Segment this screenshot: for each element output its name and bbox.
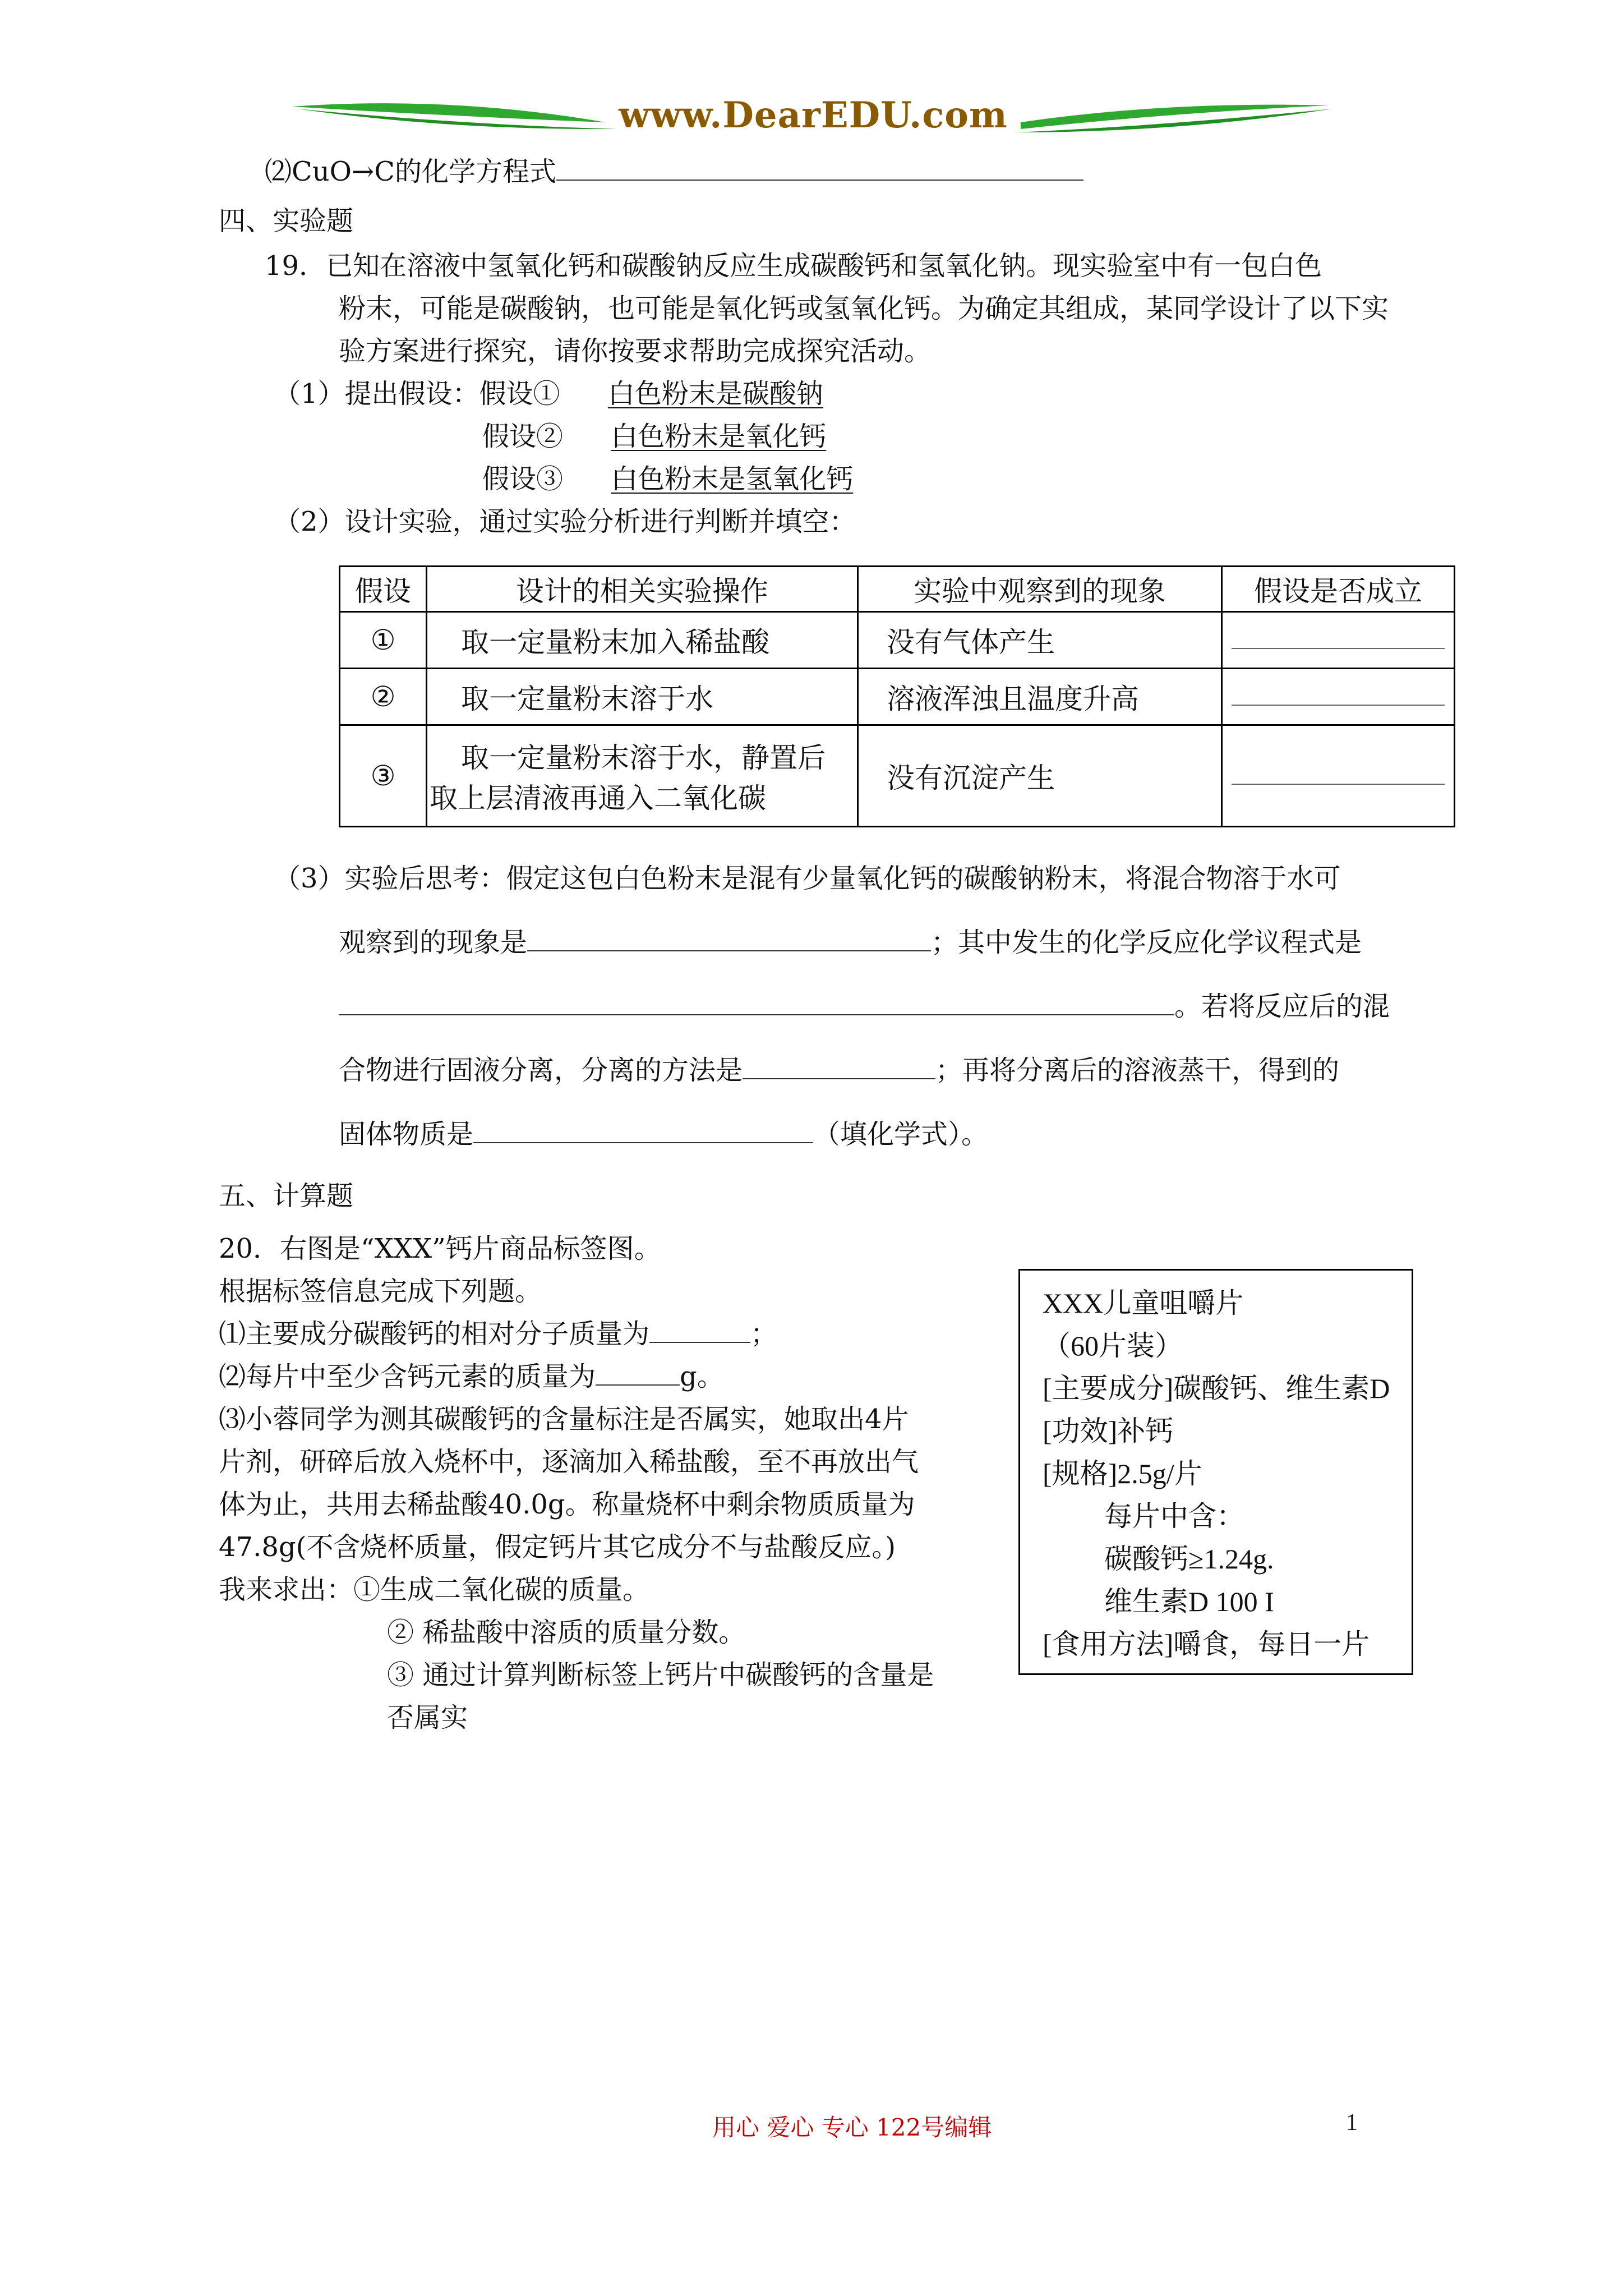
think-text: 。若将反应后的混 (1174, 991, 1390, 1022)
row-id: ① (340, 612, 427, 669)
experiment-table (339, 565, 1455, 827)
q19-intro-line: 验方案进行探究，请你按要求帮助完成探究活动。 (339, 335, 932, 367)
q19-intro-line: 19．已知在溶液中氢氧化钙和碳酸钠反应生成碳酸钙和氢氧化钠。现实验室中有一包白色 (265, 250, 1322, 282)
calcium-mass-blank[interactable] (596, 1358, 680, 1386)
table-header-cell: 假设是否成立 (1222, 567, 1455, 612)
row-conclusion-cell (1222, 612, 1455, 669)
think-text: 观察到的现象是 (339, 927, 528, 958)
label-line: [主要成分]碳酸钙、维生素D (1043, 1373, 1390, 1404)
row-operation: 取一定量粉末溶于水 (427, 669, 858, 725)
q20-line: ② 稀盐酸中溶质的质量分数。 (387, 1617, 746, 1648)
label-line: 碳酸钙≥1.24g. (1104, 1543, 1274, 1575)
q20-line: 体为止，共用去稀盐酸40.0g。称量烧杯中剩余物质质量为 (219, 1489, 915, 1520)
think-text: （填化学式）。 (813, 1119, 989, 1150)
hyp-section-label: （1）提出假设： (274, 378, 479, 409)
product-label-box (1018, 1269, 1413, 1675)
header-logo (292, 90, 1335, 157)
q19-intro-line: 粉末，可能是碳酸钠，也可能是氧化钙或氢氧化钙。为确定其组成，某同学设计了以下实 (339, 293, 1389, 324)
conclusion-blank[interactable] (1232, 767, 1445, 785)
section-title: 五、计算题 (219, 1180, 354, 1212)
label-line: [规格]2.5g/片 (1043, 1458, 1202, 1489)
think-text: 固体物质是 (339, 1119, 474, 1150)
row-operation-line: 取上层清液再通入二氧化碳 (430, 782, 766, 815)
think-line (339, 1049, 1339, 1092)
table-row (340, 612, 1455, 669)
label-line: [食用方法]嚼食，每日一片 (1043, 1628, 1370, 1660)
page-number: 1 (1346, 2110, 1358, 2136)
row-operation: 取一定量粉末加入稀盐酸 (427, 612, 858, 669)
row-observation: 没有沉淀产生 (858, 725, 1222, 827)
row-operation (427, 725, 858, 827)
label-line: 每片中含： (1104, 1501, 1244, 1532)
q20-text: ； (750, 1318, 778, 1350)
q20-text: ⑵每片中至少含钙元素的质量为 (219, 1361, 596, 1392)
row-conclusion-cell (1222, 725, 1455, 827)
q20-text: g。 (680, 1361, 724, 1392)
hypothesis-line (482, 458, 864, 500)
table-header-row (340, 567, 1455, 612)
label-line: （60片装） (1043, 1330, 1183, 1361)
footer-text: 用心 爱心 专心 122号编辑 (712, 2114, 992, 2141)
label-line: XXX儿童咀嚼片 (1043, 1287, 1244, 1319)
think-line (339, 985, 1390, 1028)
row-observation: 没有气体产生 (858, 612, 1222, 669)
table-header-cell: 假设 (340, 567, 427, 612)
table-row (340, 669, 1455, 725)
q20-line: 我来求出：①生成二氧化碳的质量。 (219, 1574, 650, 1605)
logo-text: www.DearEDU.com (619, 94, 1008, 136)
q20-sub1 (219, 1313, 777, 1355)
solid-formula-blank[interactable] (473, 1115, 813, 1143)
hyp1-value: 白色粉末是碳酸钠 (607, 378, 823, 409)
conclusion-blank[interactable] (1232, 688, 1445, 706)
design-label: （2）设计实验，通过实验分析进行判断并填空： (274, 506, 856, 537)
hyp3-label: 假设③ (482, 463, 564, 495)
table-row (340, 725, 1455, 827)
row-conclusion-cell (1222, 669, 1455, 725)
think-line: （3）实验后思考：假定这包白色粉末是混有少量氧化钙的碳酸钠粉末，将混合物溶于水可 (274, 863, 1341, 894)
think-text: ；其中发生的化学反应化学议程式是 (931, 927, 1362, 958)
label-line: [功效]补钙 (1043, 1415, 1174, 1447)
hyp1-label: 假设① (479, 378, 560, 409)
answer-blank[interactable] (556, 153, 1083, 181)
think-line (339, 1113, 988, 1156)
hyp2-label: 假设② (482, 421, 564, 452)
separation-method-blank[interactable] (743, 1051, 935, 1079)
row-operation-line: 取一定量粉末溶于水，静置后 (461, 742, 826, 774)
q18-part2-label: ⑵CuO→C的化学方程式 (265, 156, 556, 187)
q20-line: 47.8g(不含烧杯质量，假定钙片其它成分不与盐酸反应。) (219, 1531, 896, 1563)
q20-line: 片剂，研碎后放入烧杯中，逐滴加入稀盐酸，至不再放出气 (219, 1446, 919, 1478)
phenomenon-blank[interactable] (527, 923, 931, 951)
molar-mass-blank[interactable] (649, 1315, 750, 1343)
hyp3-value: 白色粉末是氢氧化钙 (611, 463, 854, 495)
q20-line: 20．右图是“XXX”钙片商品标签图。 (219, 1233, 661, 1264)
q20-line: ③ 通过计算判断标签上钙片中碳酸钙的含量是 (387, 1659, 934, 1691)
table-header-cell: 实验中观察到的现象 (858, 567, 1222, 612)
conclusion-blank[interactable] (1232, 631, 1445, 649)
label-line: 维生素D 100 I (1104, 1586, 1274, 1617)
q18-part2 (265, 150, 1083, 193)
table-header-cell: 设计的相关实验操作 (427, 567, 858, 612)
equation-blank[interactable] (339, 987, 1174, 1015)
think-text: ；再将分离后的溶液蒸干，得到的 (935, 1055, 1340, 1086)
q20-sub2 (219, 1355, 724, 1398)
q20-line: 否属实 (387, 1702, 468, 1733)
hypothesis-line (482, 415, 854, 458)
q20-line: ⑶小蓉同学为测其碳酸钙的含量标注是否属实，她取出4片 (219, 1404, 909, 1435)
q20-text: ⑴主要成分碳酸钙的相对分子质量为 (219, 1318, 650, 1350)
row-id: ② (340, 669, 427, 725)
row-id: ③ (340, 725, 427, 827)
hyp2-value: 白色粉末是氧化钙 (611, 421, 827, 452)
q20-line: 根据标签信息完成下列题。 (219, 1276, 542, 1307)
row-observation: 溶液浑浊且温度升高 (858, 669, 1222, 725)
think-line (339, 921, 1362, 964)
section-title: 四、实验题 (219, 205, 354, 237)
think-text: 合物进行固液分离，分离的方法是 (339, 1055, 743, 1086)
hypothesis-line (274, 372, 851, 415)
